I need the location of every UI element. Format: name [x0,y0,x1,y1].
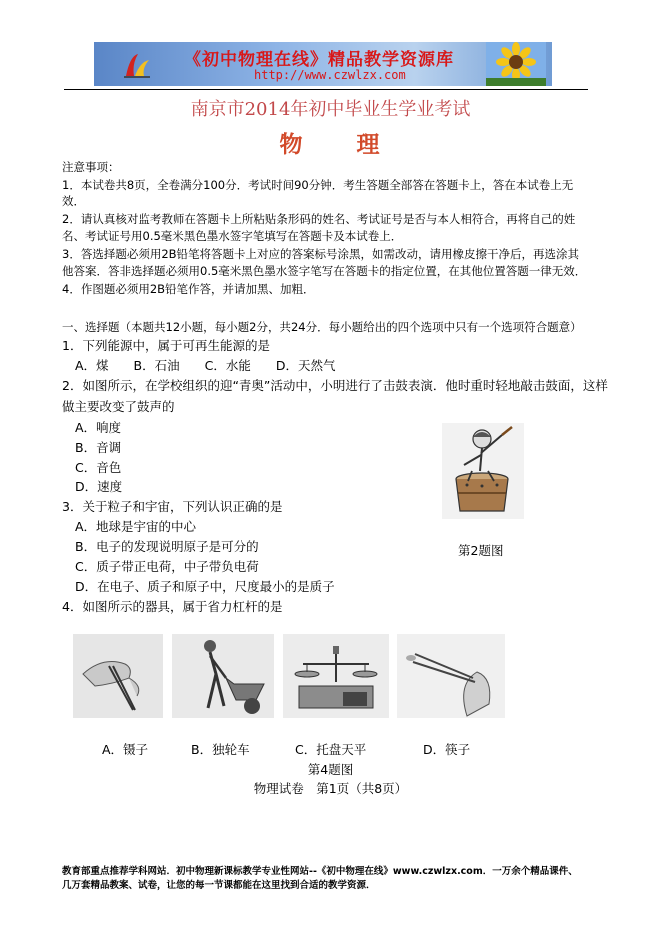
q1-stem: 1．下列能源中，属于可再生能源的是 [62,338,270,353]
subject-char-2: 理 [356,131,382,158]
notice-line: 1．本试卷共8页，全卷满分100分．考试时间90分钟．考生答题全部答在答题卡上，答在本试卷上无 [62,178,574,192]
tweezers-image [73,634,163,718]
q2-figure-caption: 第2题图 [458,543,504,558]
site-logo-icon [122,50,152,80]
q3-option-b: B．电子的发现说明原子是可分的 [75,539,259,554]
q2-stem: 2．如图所示，在学校组织的迎“青奥”活动中，小明进行了击鼓表演．他时重时轻地敲击鼓面，这样 [62,378,608,393]
q4-option-a: A．镊子 [102,742,149,757]
q2-option-d: D．速度 [75,479,123,494]
subject-title [0,126,661,159]
q2-option-c: C．音色 [75,460,122,475]
q3-option-a: A．地球是宇宙的中心 [75,519,197,534]
exam-title: 南京市2014年初中毕业生学业考试 [190,99,471,120]
chopsticks-image [397,634,505,718]
section-heading: 一、选择题（本题共12小题，每小题2分，共24分．每小题给出的四个选项中只有一个选项符合题意） [62,320,582,334]
banner-title: 《初中物理在线》精品教学资源库 [184,50,454,70]
q2-stem-cont: 做主要改变了鼓声的 [62,399,175,414]
q1-options: A．煤 B．石油 C．水能 D．天然气 [75,358,336,373]
site-banner [94,42,552,86]
header-divider [64,89,588,90]
sunflower-icon [486,42,546,86]
q4-option-b: B．独轮车 [191,742,250,757]
wheelbarrow-image [172,634,274,718]
banner-url[interactable]: http://www.czwlzx.com [254,68,406,82]
q3-option-d: D．在电子、质子和原子中，尺度最小的是质子 [75,579,335,594]
q3-option-c: C．质子带正电荷，中子带负电荷 [75,559,259,574]
q4-stem: 4．如图所示的器具，属于省力杠杆的是 [62,599,283,614]
q4-figure-caption: 第4题图 [307,762,354,777]
notice-line: 2．请认真核对监考教师在答题卡上所粘贴条形码的姓名、考试证号是否与本人相符合，再将自己的姓 [62,212,576,226]
notice-line: 效． [62,194,85,208]
notice-line: 3．答选择题必须用2B铅笔将答题卡上对应的答案标号涂黑，如需改动，请用橡皮擦干净后，再选涂其 [62,247,580,261]
q3-stem: 3．关于粒子和宇宙，下列认识正确的是 [62,499,283,514]
q4-option-c: C．托盘天平 [295,742,367,757]
drummer-figure [442,423,524,519]
notice-line: 名、考试证号用0.5毫米黑色墨水签字笔填写在答题卡及本试卷上． [62,229,403,243]
notice-heading: 注意事项： [62,160,120,174]
subject-char-1: 物 [279,131,305,158]
q2-option-b: B．音调 [75,440,122,455]
q4-option-d: D．筷子 [423,742,471,757]
q2-option-a: A．响度 [75,420,122,435]
notice-line: 4．作图题必须用2B铅笔作答，并请加黑、加粗． [62,282,315,296]
site-footer-line: 几万套精品教案、试卷，让您的每一节课都能在这里找到合适的教学资源． [62,880,376,891]
page-number: 物理试卷 第1页（共8页） [253,781,408,796]
site-footer-line: 教育部重点推荐学科网站．初中物理新课标教学专业性网站--《初中物理在线》www.czwlzx.com．一万余个精品课件、 [62,866,578,877]
balance-scale-image [283,634,389,718]
notice-line: 他答案．答非选择题必须用0.5毫米黑色墨水签字笔写在答题卡的指定位置，在其他位置答题一律无效． [62,264,587,278]
